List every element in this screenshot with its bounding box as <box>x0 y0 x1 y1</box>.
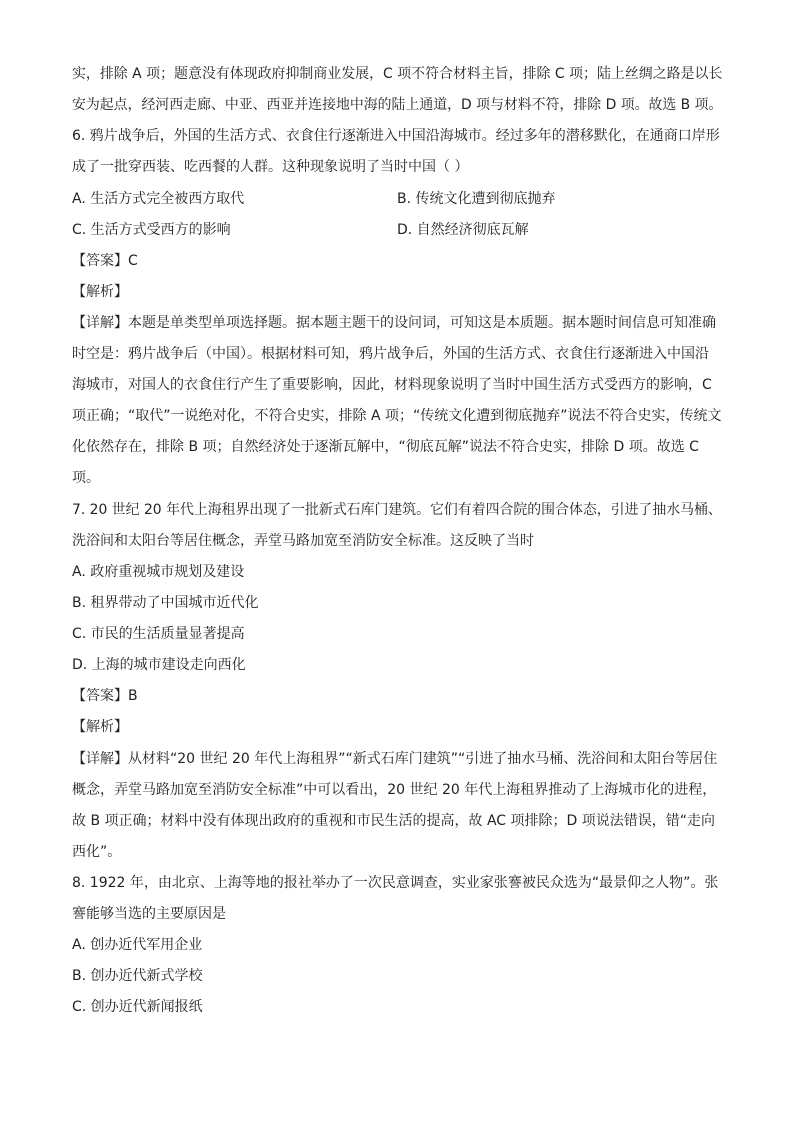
question-6-stem: 6. 鸦片战争后，外国的生活方式、衣食住行逐渐进入中国沿海城市。经过多年的潜移默化，在通商口岸形 <box>72 128 720 144</box>
question-8-stem: 謇能够当选的主要原因是 <box>72 906 226 922</box>
text-line: 安为起点，经河西走廊、中亚、西亚并连接地中海的陆上通道，D 项与材料不符，排除 D 项。故选 B 项。 <box>72 97 723 113</box>
explanation-text: 项正确；“取代”一说绝对化，不符合史实，排除 A 项；“传统文化遭到彻底抛弃”说法不符合史实，传统文 <box>72 408 722 424</box>
question-6-stem: 成了一批穿西装、吃西餐的人群。这种现象说明了当时中国（ ） <box>72 159 469 175</box>
question-6-option-b: B. 传统文化遭到彻底抛弃 <box>397 191 556 207</box>
explanation-text: 项。 <box>72 470 100 486</box>
question-7-option-a: A. 政府重视城市规划及建设 <box>72 564 245 580</box>
explanation-text: 化依然存在，排除 B 项；自然经济处于逐渐瓦解中，“彻底瓦解”说法不符合史实，排除 D 项。故选 C <box>72 439 699 455</box>
explanation-text: 海城市，对国人的衣食住行产生了重要影响，因此，材料现象说明了当时中国生活方式受西方的影响，C <box>72 377 712 393</box>
question-7-option-c: C. 市民的生活质量显著提高 <box>72 626 245 642</box>
explanation-text: 【详解】从材料“20 世纪 20 年代上海租界”“新式石库门建筑”“引进了抽水马桶、洗浴间和太阳台等居住 <box>72 751 718 767</box>
explanation-text: 故 B 项正确；材料中没有体现出政府的重视和市民生活的提高，故 AC 项排除；D 项说法错误，错“走向 <box>72 813 715 829</box>
explanation-text: 时空是：鸦片战争后（中国）。根据材料可知，鸦片战争后，外国的生活方式、衣食住行逐渐进入中国沿 <box>72 346 709 362</box>
question-7-option-d: D. 上海的城市建设走向西化 <box>72 657 246 673</box>
explanation-text: 概念，弄堂马路加宽至消防安全标准”中可以看出，20 世纪 20 年代上海租界推动了上海城市化的进程， <box>72 782 717 798</box>
question-6-option-c: C. 生活方式受西方的影响 <box>72 222 231 238</box>
question-8-option-b: B. 创办近代新式学校 <box>72 968 203 984</box>
question-8-option-c: C. 创办近代新闻报纸 <box>72 999 203 1015</box>
explanation-text: 西化”。 <box>72 844 122 860</box>
answer-label: 【答案】C <box>72 253 138 269</box>
question-6-option-a: A. 生活方式完全被西方取代 <box>72 191 245 207</box>
text-line: 实，排除 A 项；题意没有体现政府抑制商业发展，C 项不符合材料主旨，排除 C 项；陆上丝绸之路是以长 <box>72 66 723 82</box>
answer-label: 【答案】B <box>72 688 138 704</box>
question-7-stem: 洗浴间和太阳台等居住概念，弄堂马路加宽至消防安全标准。这反映了当时 <box>72 533 534 549</box>
question-8-option-a: A. 创办近代军用企业 <box>72 937 203 953</box>
explanation-text: 【详解】本题是单类型单项选择题。据本题主题干的设问词，可知这是本质题。据本题时间信息可知准确 <box>72 315 716 331</box>
analysis-label: 【解析】 <box>72 719 128 735</box>
question-7-option-b: B. 租界带动了中国城市近代化 <box>72 595 259 611</box>
analysis-label: 【解析】 <box>72 284 128 300</box>
question-8-stem: 8. 1922 年，由北京、上海等地的报社举办了一次民意调查，实业家张謇被民众选为“最景仰之人物”。张 <box>72 875 719 891</box>
question-7-stem: 7. 20 世纪 20 年代上海租界出现了一批新式石库门建筑。它们有着四合院的围合体态，引进了抽水马桶、 <box>72 502 722 518</box>
question-6-option-d: D. 自然经济彻底瓦解 <box>397 222 529 238</box>
